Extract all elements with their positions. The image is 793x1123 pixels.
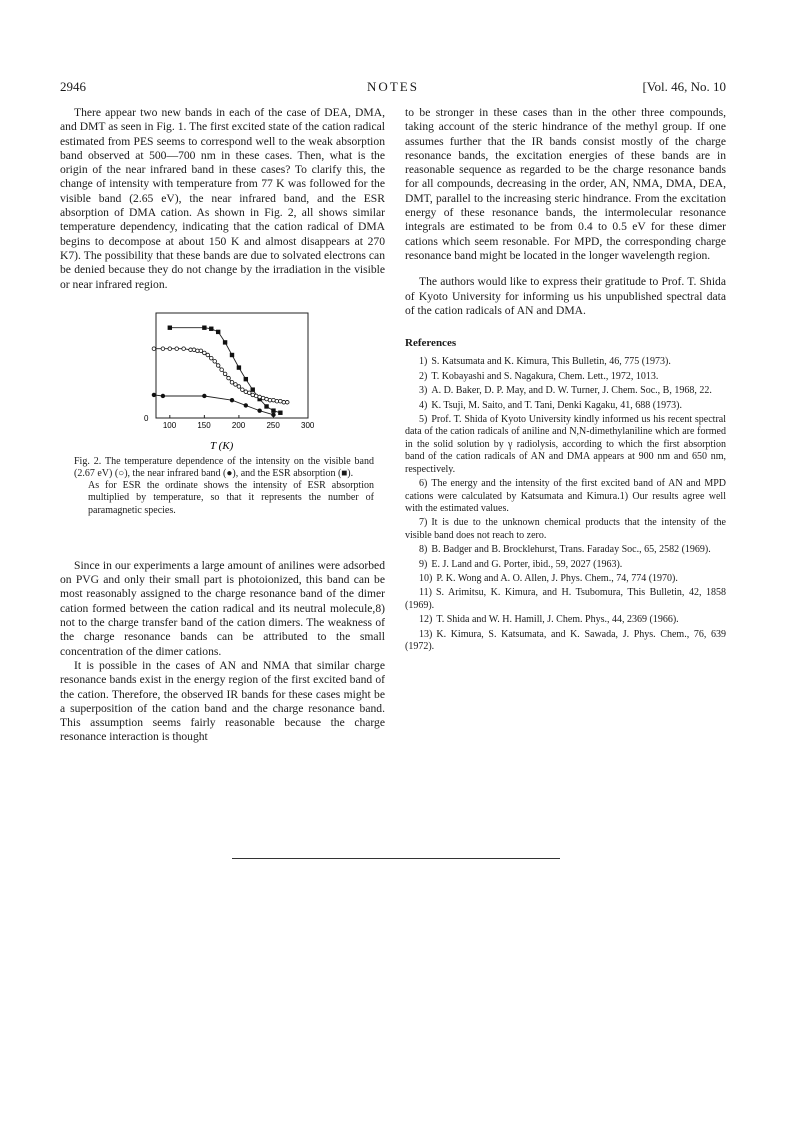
visible-band-point: [244, 390, 248, 394]
section-title: NOTES: [367, 79, 419, 94]
reference-number: 2): [419, 370, 428, 382]
esr-point: [209, 326, 213, 330]
visible-band-point: [182, 347, 186, 351]
reference-text: B. Badger and B. Brocklehurst, Trans. Faraday Soc., 65, 2582 (1969).: [431, 544, 711, 556]
reference-number: 10): [419, 572, 433, 584]
visible-band-point: [192, 348, 196, 352]
volume-info: [Vol. 46, No. 10: [642, 79, 726, 94]
visible-band-point: [241, 388, 245, 392]
esr-point: [278, 410, 282, 414]
visible-band-point: [223, 372, 227, 376]
reference-item: [405, 614, 726, 626]
esr-point: [230, 353, 234, 357]
esr-point: [264, 404, 268, 408]
paragraph: to be stronger in these cases than in the other three compounds, taking account of the steric hindrance of the methyl group. If one assumes further that the IR bands consist mostly of the charge resonance bands, the excitation energies of these bands are in reasonable sequence as regarded to be the charge resonance bands for all compounds, decreasing in the order, AN, NMA, DMA, DEA, DMT, parallel to the increasing steric hindrance. From the excitation energy of these resonance bands, the intermolecular resonance integrals are estimated to be from 0.4 to 0.5 eV for these dimer cations which seem resonable. For MPD, the corresponding charge resonance band might be located in the longer wavelength region.: [405, 106, 726, 262]
temperature-dependence-chart: [60, 304, 385, 454]
end-rule: [232, 858, 560, 859]
visible-band-point: [220, 368, 224, 372]
reference-number: 9): [419, 558, 428, 570]
visible-band-point: [230, 380, 234, 384]
reference-number: 8): [419, 544, 428, 556]
reference-text: P. K. Wong and A. O. Allen, J. Phys. Chem., 74, 774 (1970).: [436, 572, 678, 584]
reference-number: 12): [419, 614, 433, 626]
esr-point: [271, 408, 275, 412]
reference-item: [405, 356, 726, 368]
x-tick-label: 150: [197, 420, 211, 430]
reference-text: S. Katsumata and K. Kimura, This Bulletin, 46, 775 (1973).: [431, 356, 671, 368]
paragraph: It is possible in the cases of AN and NMA that similar charge resonance bands exist in the energy region of the first excited band of the cation. Therefore, the observed IR bands for these cases might be a superposition of the cation band and the charge resonance band. This assumption seems fairly reasonable because the charge resonance interaction is thought: [60, 658, 385, 744]
near-ir-point: [271, 413, 275, 417]
visible-band-point: [216, 364, 220, 368]
visible-band-point: [175, 347, 179, 351]
visible-band-point: [213, 359, 217, 363]
reference-item: [405, 385, 726, 397]
reference-item: [405, 517, 726, 542]
visible-band-point: [206, 353, 210, 357]
reference-text: K. Tsuji, M. Saito, and T. Tani, Denki Kagaku, 41, 688 (1973).: [431, 399, 682, 411]
esr-point: [168, 325, 172, 329]
esr-point: [251, 387, 255, 391]
reference-number: 7): [419, 517, 428, 529]
near-ir-point: [257, 408, 261, 412]
visible-band-point: [258, 395, 262, 399]
visible-band-point: [234, 382, 238, 386]
reference-number: 13): [419, 628, 433, 640]
caption-main: Fig. 2. The temperature dependence of the intensity on the visible band (2.67 eV) (○), the near infrared band (●), and the ESR absorption (■).: [74, 455, 374, 480]
reference-text: T. Shida and W. H. Hamill, J. Chem. Phys., 44, 2369 (1966).: [436, 614, 679, 626]
page-number: 2946: [60, 79, 86, 94]
x-axis-label: T (K): [210, 439, 234, 452]
paragraph: There appear two new bands in each of the case of DEA, DMA, and DMT as seen in Fig. 1. The first excited state of the cation radical estimated from PES seems to correspond well to the weak absorption band observed at 500—700 nm in these cases. Then, what is the origin of the near infrared band in these cases? To clarify this, the change of intensity with temperature from 77 K was followed for the visible band (2.65 eV), the near infrared band, and the ESR absorption of DMA cation. As shown in Fig. 2, all shows similar temperature dependency, indicating that the cation radical of DMA begins to decompose at about 150 K and almost disappears at 270 K7). The possibility that these bands are due to solvated electrons can be denied because they do not change by the irradiation in the visible or near infrared region.: [60, 106, 385, 291]
reference-number: 11): [419, 587, 432, 599]
x-axis-ticks: [163, 415, 315, 430]
x-tick-label: 300: [301, 420, 315, 430]
reference-item: [405, 544, 726, 556]
visible-band-point: [203, 351, 207, 355]
esr-point: [244, 377, 248, 381]
near-ir-point: [152, 393, 156, 397]
esr-point: [216, 330, 220, 334]
references-list: [405, 356, 726, 653]
reference-item: [405, 414, 726, 476]
page-header: [60, 79, 726, 95]
reference-text: The energy and the intensity of the first excited band of AN and MPD cations were calculated by Katsumata and Kimura.1) Our results agree well with the estimated values.: [405, 478, 726, 514]
esr-point: [202, 325, 206, 329]
visible-band-point: [247, 391, 251, 395]
acknowledgment: The authors would like to express their gratitude to Prof. T. Shida of Kyoto University for informing us his unpublished spectral data of the cation radicals of AN and DMA.: [405, 275, 726, 317]
reference-number: 4): [419, 399, 428, 411]
visible-band-point: [237, 385, 241, 389]
caption-note: As for ESR the ordinate shows the intensity of ESR absorption multiplied by temperature, so that it represents the number of paramagnetic species.: [88, 480, 374, 516]
x-tick-label: 200: [231, 420, 246, 430]
visible-band-point: [161, 347, 165, 351]
reference-number: 1): [419, 356, 428, 368]
esr-point: [237, 365, 241, 369]
reference-number: 5): [419, 414, 428, 426]
origin-label: 0: [144, 413, 149, 423]
near-ir-point: [244, 403, 248, 407]
reference-item: [405, 400, 726, 412]
visible-band-point: [261, 396, 265, 400]
esr-point: [223, 340, 227, 344]
visible-band-point: [152, 347, 156, 351]
visible-band-point: [285, 400, 289, 404]
near-ir-point: [230, 398, 234, 402]
reference-number: 3): [419, 385, 428, 397]
near-ir-point: [202, 394, 206, 398]
paragraph: Since in our experiments a large amount of anilines were adsorbed on PVG and only their small part is photoionized, this band can be most reasonably assigned to the charge resonance band of the dimer cation formed between the cation radical and its neutral molecule,8) not to the charge transfer band of the cation dimers. The weakness of the charge resonance bands can be attributed to the small concentration of the dimer cations.: [60, 558, 385, 658]
reference-text: E. J. Land and G. Porter, ibid., 59, 2027 (1963).: [431, 558, 623, 570]
series-curve: [154, 349, 287, 403]
reference-text: S. Arimitsu, K. Kimura, and H. Tsubomura, This Bulletin, 42, 1858 (1969).: [405, 587, 726, 611]
reference-item: [405, 587, 726, 612]
left-column: [60, 106, 385, 745]
visible-band-point: [279, 399, 283, 403]
right-column: [405, 106, 726, 655]
visible-band-point: [251, 393, 255, 397]
reference-text: T. Kobayashi and S. Nagakura, Chem. Lett., 1972, 1013.: [431, 370, 659, 382]
near-ir-point: [161, 394, 165, 398]
data-markers: [152, 325, 289, 417]
references-heading: References: [405, 337, 457, 350]
reference-number: 6): [419, 478, 428, 490]
reference-item: [405, 573, 726, 585]
reference-item: [405, 629, 726, 654]
reference-text: A. D. Baker, D. P. May, and D. W. Turner, J. Chem. Soc., B, 1968, 22.: [431, 385, 712, 397]
reference-item: [405, 559, 726, 571]
figure-caption: [74, 456, 374, 517]
figure-2: [60, 304, 385, 559]
x-tick-label: 250: [266, 420, 280, 430]
visible-band-point: [265, 397, 269, 401]
reference-item: [405, 371, 726, 383]
visible-band-point: [168, 347, 172, 351]
visible-band-point: [199, 349, 203, 353]
reference-item: [405, 478, 726, 515]
visible-band-point: [272, 398, 276, 402]
visible-band-point: [254, 394, 258, 398]
x-tick-label: 100: [162, 420, 177, 430]
reference-text: It is due to the unknown chemical products that the intensity of the visible band does not reach to zero.: [405, 517, 726, 541]
visible-band-point: [209, 356, 213, 360]
visible-band-point: [227, 376, 231, 380]
reference-text: Prof. T. Shida of Kyoto University kindly informed us his recent spectral data of the cation radicals of aniline and N,N-dimethylaniline which are formed in the solid solution by γ radiolysis, according to which the first absorption band of the cation radicals of AN and DMA appears at 900 nm and 650 nm, respectively.: [405, 414, 726, 475]
reference-text: K. Kimura, S. Katsumata, and K. Sawada, J. Phys. Chem., 76, 639 (1972).: [405, 628, 726, 652]
